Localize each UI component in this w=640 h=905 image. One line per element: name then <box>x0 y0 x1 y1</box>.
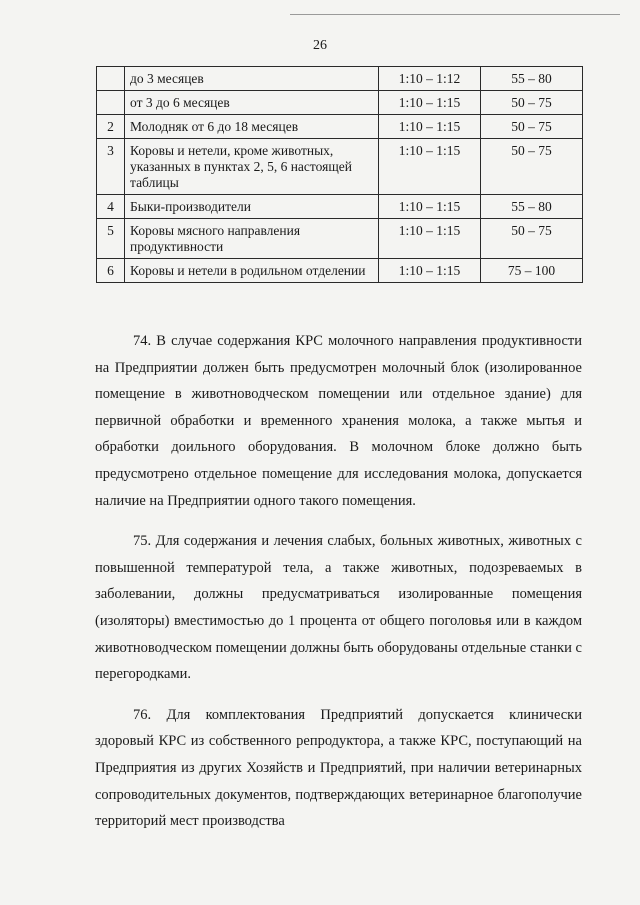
table-row <box>97 67 583 91</box>
paragraph-76: 76. Для комплектования Предприятий допускается клинически здоровый КРС из собственного репродуктора, а также КРС, поступающий на Предприятия из других Хозяйств и Предприятий, при наличии ветеринарных сопроводительных документов, подтверждающих ветеринарное благополучие территорий мест производства <box>95 706 582 830</box>
row-number <box>97 91 125 115</box>
body-text <box>95 328 582 849</box>
livestock-norms-table <box>96 66 583 283</box>
row-number <box>97 67 125 91</box>
scan-edge-line <box>290 14 620 15</box>
row-number: 3 <box>97 139 125 195</box>
ratio-value: 1:10 – 1:15 <box>379 139 481 195</box>
percent-value: 50 – 75 <box>481 91 583 115</box>
group-name: Коровы и нетели в родильном отделении <box>125 259 379 283</box>
row-number: 4 <box>97 195 125 219</box>
row-number: 5 <box>97 219 125 259</box>
table-row <box>97 195 583 219</box>
row-number: 2 <box>97 115 125 139</box>
percent-value: 50 – 75 <box>481 115 583 139</box>
ratio-value: 1:10 – 1:15 <box>379 219 481 259</box>
group-name: Коровы и нетели, кроме животных, указанных в пунктах 2, 5, 6 настоящей таблицы <box>125 139 379 195</box>
table-row <box>97 91 583 115</box>
group-name: Молодняк от 6 до 18 месяцев <box>125 115 379 139</box>
table-row <box>97 115 583 139</box>
row-number: 6 <box>97 259 125 283</box>
ratio-value: 1:10 – 1:12 <box>379 67 481 91</box>
percent-value: 50 – 75 <box>481 139 583 195</box>
ratio-value: 1:10 – 1:15 <box>379 195 481 219</box>
ratio-value: 1:10 – 1:15 <box>379 259 481 283</box>
group-name: от 3 до 6 месяцев <box>125 91 379 115</box>
table-row <box>97 139 583 195</box>
group-name: до 3 месяцев <box>125 67 379 91</box>
paragraph-74: 74. В случае содержания КРС молочного направления продуктивности на Предприятии должен быть предусмотрен молочный блок (изолированное помещение в животноводческом помещении или отдельное здание) для первичной обработки и временного хранения молока, а также мытья и обработки доильного оборудования. В молочном блоке должно быть предусмотрено отдельное помещение для исследования молока, допускается наличие на Предприятии одного такого помещения. <box>95 333 582 509</box>
percent-value: 55 – 80 <box>481 67 583 91</box>
percent-value: 50 – 75 <box>481 219 583 259</box>
ratio-value: 1:10 – 1:15 <box>379 91 481 115</box>
table-row <box>97 259 583 283</box>
percent-value: 55 – 80 <box>481 195 583 219</box>
table-row <box>97 219 583 259</box>
percent-value: 75 – 100 <box>481 259 583 283</box>
page-number: 26 <box>313 38 327 53</box>
ratio-value: 1:10 – 1:15 <box>379 115 481 139</box>
paragraph-75: 75. Для содержания и лечения слабых, больных животных, животных с повышенной температурой тела, а также животных, подозреваемых в заболевании, должны предусматриваться изолированные помещения (изоляторы) вместимостью до 1 процента от общего поголовья или в каждом животноводческом помещении должны быть оборудованы отдельные станки с перегородками. <box>95 533 582 683</box>
group-name: Быки-производители <box>125 195 379 219</box>
group-name: Коровы мясного направления продуктивности <box>125 219 379 259</box>
